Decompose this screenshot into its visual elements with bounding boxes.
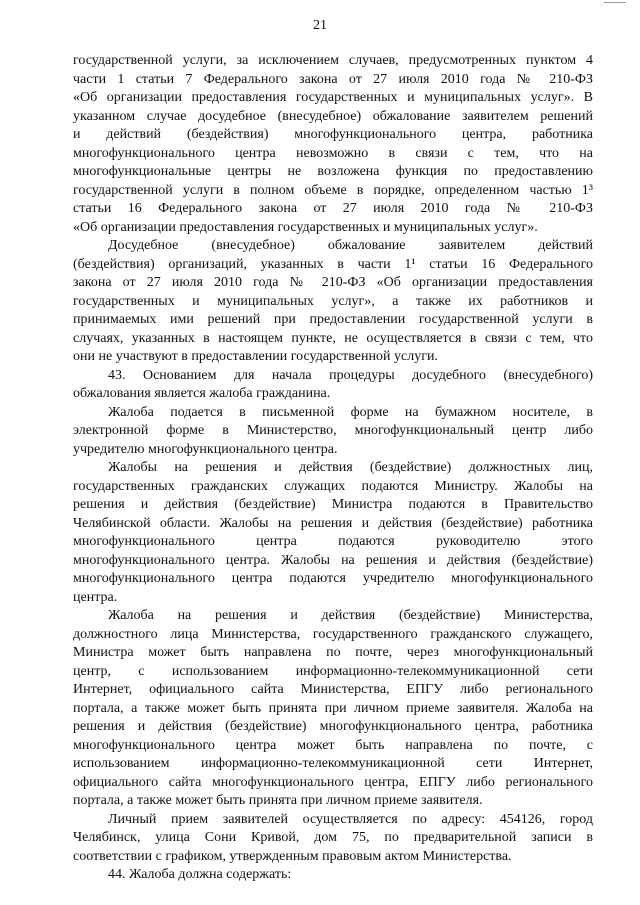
text-line: решения и действия (бездействие) Министра подаются в Правительство	[73, 497, 593, 512]
text-line: закона от 27 июля 2010 года № 210-ФЗ «Об организации предоставления	[73, 275, 593, 290]
text-line: соответствии с графиком, утвержденным правовым актом Министерства.	[73, 848, 512, 864]
text-line: Жалоба подается в письменной форме на бумажном носителе, в	[108, 404, 593, 420]
text-line: 44. Жалоба должна содержать:	[108, 867, 292, 882]
text-line: принимаемых ими решений при предоставлении государственной услуги в	[73, 312, 593, 327]
text-line: государственных и муниципальных услуг», а также их работников и	[73, 293, 593, 309]
text-line: учредителю многофункционального центра.	[73, 441, 338, 457]
text-line: многофункционального центра подаются руководителю этого	[73, 534, 593, 549]
text-line: электронной форме в Министерство, многофункциональный центр либо	[73, 423, 593, 438]
text-line: решения и действия (бездействие) многофункционального центра, работника	[73, 719, 593, 734]
text-line: портала, а также может быть принята при личном приеме заявителя.	[73, 793, 483, 808]
text-line: «Об организации предоставления государственных и муниципальных услуг».	[73, 219, 538, 235]
text-line: использованием информационно-телекоммуникационной сети Интернет,	[73, 756, 593, 771]
text-line: официального сайта многофункционального центра, ЕПГУ либо регионального	[73, 774, 593, 790]
scan-edge-mark	[604, 0, 626, 3]
document-body	[73, 52, 593, 885]
text-line: государственной услуги в полном объеме в порядке, определенном частью 1³	[73, 182, 593, 198]
text-line: должностного лица Министерства, государственного гражданского служащего,	[73, 626, 593, 642]
text-line: «Об организации предоставления государственных и муниципальных услуг». В	[73, 90, 593, 105]
text-line: статьи 16 Федерального закона от 27 июля 2010 года № 210-ФЗ	[73, 201, 593, 216]
text-line: государственных гражданских служащих подаются Министру. Жалобы на	[73, 478, 593, 494]
text-line: Жалоба на решения и действия (бездействие) Министерства,	[108, 608, 593, 623]
text-line: центра.	[73, 589, 118, 605]
text-line: многофункционального центра невозможно в связи с тем, что на	[73, 145, 593, 161]
page-number: 21	[313, 18, 327, 33]
text-line: Досудебное (внесудебное) обжалование заявителем действий	[108, 238, 593, 253]
text-line: многофункционального центра. Жалобы на решения и действия (бездействие)	[73, 552, 593, 568]
text-line: 43. Основанием для начала процедуры досудебного (внесудебного)	[108, 367, 593, 383]
text-line: Челябинск, улица Сони Кривой, дом 75, по предварительной записи в	[73, 830, 593, 845]
text-line: государственной услуги, за исключением случаев, предусмотренных пунктом 4	[73, 53, 593, 68]
text-line: Министра может быть направлена по почте, через многофункциональный	[73, 645, 593, 660]
text-line: указанном случае досудебное (внесудебное) обжалование заявителем решений	[73, 108, 593, 124]
text-line: многофункциональные центры не возложена функция по предоставлению	[73, 164, 593, 179]
text-line: центр, с использованием информационно-телекоммуникационной сети	[73, 663, 593, 679]
text-line: случаях, указанных в настоящем пункте, не осуществляется в связи с тем, что	[73, 330, 593, 346]
text-line: многофункционального центра подаются учредителю многофункционального	[73, 571, 593, 586]
text-line: они не участвуют в предоставлении государственной услуги.	[73, 349, 438, 364]
text-line: обжалования является жалоба гражданина.	[73, 386, 331, 401]
text-line: портала, а также может быть принята при личном приеме заявителя. Жалоба на	[73, 700, 593, 716]
text-line: и действий (бездействия) многофункционального центра, работника	[73, 127, 593, 142]
text-line: Интернет, официального сайта Министерства, ЕПГУ либо регионального	[73, 682, 593, 697]
text-line: части 1 статьи 7 Федерального закона от 27 июля 2010 года № 210-ФЗ	[73, 71, 593, 87]
text-line: Челябинской области. Жалобы на решения и действия (бездействие) работника	[73, 515, 593, 531]
text-line: Жалобы на решения и действия (бездействие) должностных лиц,	[108, 460, 593, 475]
text-line: (бездействия) организаций, указанных в части 1¹ статьи 16 Федерального	[73, 256, 593, 272]
text-line: Личный прием заявителей осуществляется по адресу: 454126, город	[108, 811, 593, 827]
text-line: многофункционального центра может быть направлена по почте, с	[73, 737, 593, 753]
